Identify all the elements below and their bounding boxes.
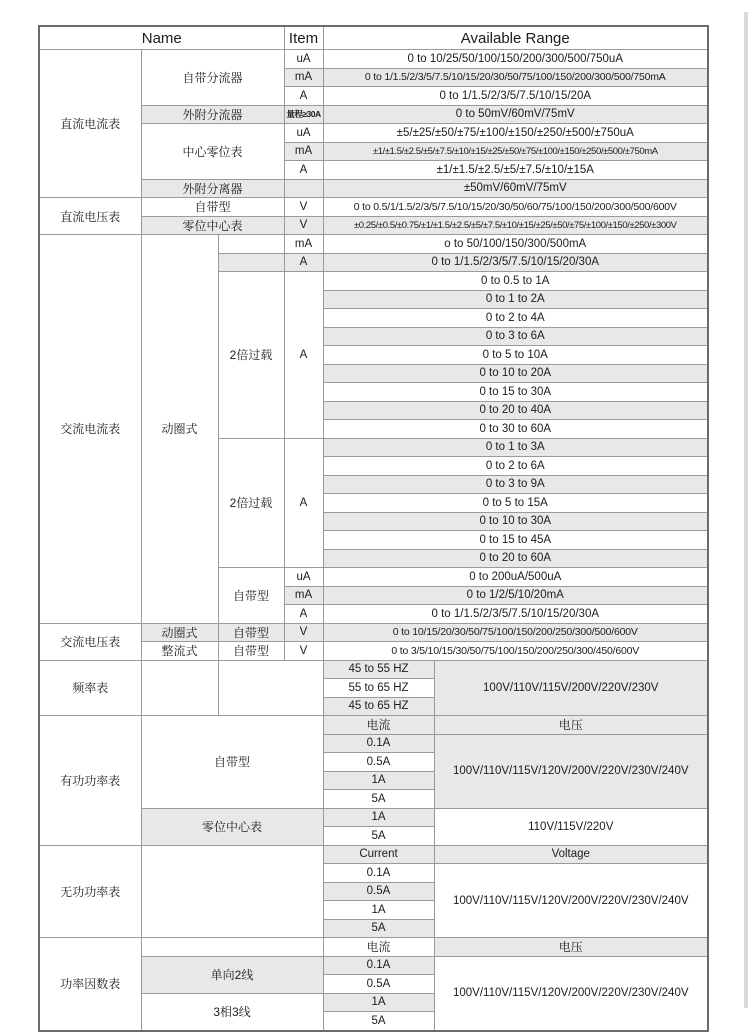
voltage-header-cell: 电压 xyxy=(434,938,708,957)
header-row xyxy=(39,26,708,50)
range-cell: 0 to 0.5/1/1.5/2/3/5/7.5/10/15/20/30/50/60/75/100/150/200/300/500/600V xyxy=(323,198,708,217)
range-cell: ±1/±1.5/±2.5/±5/±7.5/±10/±15/±25/±50/±75/±100/±150/±250/±500/±750mA xyxy=(323,142,708,161)
spec-table-container xyxy=(38,25,709,1032)
spacer-cell xyxy=(141,845,323,938)
range-cell: 0 to 10/25/50/100/150/200/300/500/750uA xyxy=(323,50,708,69)
range-cell: ±0.25/±0.5/±0.75/±1/±1.5/±2.5/±5/±7.5/±10/±15/±25/±50/±75/±100/±150/±250/±300V xyxy=(323,216,708,235)
table-row xyxy=(39,660,708,679)
voltage-header-cell: Voltage xyxy=(434,845,708,864)
header-available-range: Available Range xyxy=(323,26,708,50)
range-cell: 0 to 20 to 40A xyxy=(323,401,708,420)
range-cell: ±5/±25/±50/±75/±100/±150/±250/±500/±750uA xyxy=(323,124,708,143)
subgroup-rectifier: 整流式 xyxy=(141,642,218,661)
group-dc-ammeter: 直流电流表 xyxy=(39,50,141,198)
current-header-cell: 电流 xyxy=(323,938,434,957)
range-cell: 0 to 20 to 60A xyxy=(323,549,708,568)
item-cell: 量程≥30A xyxy=(284,105,323,124)
spacer-cell xyxy=(141,938,323,957)
range-cell: 0 to 5 to 10A xyxy=(323,346,708,365)
voltage-cell: 100V/110V/115V/200V/220V/230V xyxy=(434,660,708,716)
table-row xyxy=(39,623,708,642)
range-cell: 0 to 3/5/10/15/30/50/75/100/150/200/250/300/450/600V xyxy=(323,642,708,661)
item-cell: V xyxy=(284,642,323,661)
current-header-cell: 电流 xyxy=(323,716,434,735)
voltage-cell: 100V/110V/115V/120V/200V/220V/230V/240V xyxy=(434,864,708,938)
current-cell: 1A xyxy=(323,808,434,827)
range-cell: 0 to 5 to 15A xyxy=(323,494,708,513)
item-cell: V xyxy=(284,198,323,217)
range-cell: 0 to 15 to 45A xyxy=(323,531,708,550)
range-cell: 0 to 3 to 6A xyxy=(323,327,708,346)
range-cell: 0 to 0.5 to 1A xyxy=(323,272,708,291)
subgroup-external-divider: 外附分离器 xyxy=(141,179,284,198)
range-cell: 0 to 200uA/500uA xyxy=(323,568,708,587)
spacer-cell xyxy=(218,253,284,272)
item-cell: uA xyxy=(284,124,323,143)
subgroup-self-contained: 自带型 xyxy=(218,642,284,661)
spec-table xyxy=(38,25,709,1032)
current-cell: 1A xyxy=(323,993,434,1012)
range-cell: 45 to 65 HZ xyxy=(323,697,434,716)
group-frequency-meter: 频率表 xyxy=(39,660,141,716)
subgroup-self-contained: 自带型 xyxy=(218,623,284,642)
current-cell: 0.1A xyxy=(323,956,434,975)
range-cell: 0 to 1 to 2A xyxy=(323,290,708,309)
item-cell: uA xyxy=(284,50,323,69)
range-cell: 0 to 1/1.5/2/3/5/7.5/10/15/20/30A xyxy=(323,253,708,272)
range-cell: 0 to 50mV/60mV/75mV xyxy=(323,105,708,124)
scan-edge-artifact xyxy=(744,12,748,1008)
header-item: Item xyxy=(284,26,323,50)
subgroup-moving-coil: 动圈式 xyxy=(141,623,218,642)
range-cell: ±50mV/60mV/75mV xyxy=(323,179,708,198)
current-cell: 5A xyxy=(323,827,434,846)
current-cell: 0.5A xyxy=(323,882,434,901)
current-cell: 0.1A xyxy=(323,864,434,883)
group-ac-ammeter: 交流电流表 xyxy=(39,235,141,624)
spacer-cell xyxy=(218,235,284,254)
range-cell: 0 to 1/1.5/2/3/5/7.5/10/15/20/30/50/75/100/150/200/300/500/750mA xyxy=(323,68,708,87)
table-row xyxy=(39,198,708,217)
table-row xyxy=(39,938,708,957)
table-row xyxy=(39,235,708,254)
subgroup-zero-center: 零位中心表 xyxy=(141,808,323,845)
item-cell: A xyxy=(284,272,323,439)
subgroup-2x-overload: 2倍过载 xyxy=(218,272,284,439)
table-row xyxy=(39,845,708,864)
current-header-cell: Current xyxy=(323,845,434,864)
range-cell: 0 to 2 to 6A xyxy=(323,457,708,476)
item-cell: A xyxy=(284,438,323,568)
item-cell: uA xyxy=(284,568,323,587)
range-cell: 0 to 1/1.5/2/3/5/7.5/10/15/20/30A xyxy=(323,605,708,624)
range-cell: 0 to 10 to 30A xyxy=(323,512,708,531)
subgroup-self-contained: 自带型 xyxy=(141,198,284,217)
spacer-cell xyxy=(218,660,323,716)
item-cell: V xyxy=(284,623,323,642)
current-cell: 0.5A xyxy=(323,753,434,772)
current-cell: 5A xyxy=(323,790,434,809)
current-cell: 1A xyxy=(323,901,434,920)
current-cell: 1A xyxy=(323,771,434,790)
subgroup-self-contained: 自带型 xyxy=(218,568,284,624)
range-cell: 0 to 2 to 4A xyxy=(323,309,708,328)
voltage-cell: 100V/110V/115V/120V/200V/220V/230V/240V xyxy=(434,956,708,1031)
item-cell: V xyxy=(284,216,323,235)
subgroup-builtin-shunt: 自带分流器 xyxy=(141,50,284,106)
group-ac-voltmeter: 交流电压表 xyxy=(39,623,141,660)
voltage-header-cell: 电压 xyxy=(434,716,708,735)
range-cell: 45 to 55 HZ xyxy=(323,660,434,679)
item-cell: mA xyxy=(284,586,323,605)
range-cell: ±1/±1.5/±2.5/±5/±7.5/±10/±15A xyxy=(323,161,708,180)
item-cell: A xyxy=(284,253,323,272)
table-row xyxy=(39,50,708,69)
current-cell: 0.1A xyxy=(323,734,434,753)
group-dc-voltmeter: 直流电压表 xyxy=(39,198,141,235)
subgroup-external-shunt: 外附分流器 xyxy=(141,105,284,124)
item-cell: A xyxy=(284,161,323,180)
item-cell: mA xyxy=(284,235,323,254)
current-cell: 0.5A xyxy=(323,975,434,994)
item-cell: mA xyxy=(284,68,323,87)
group-power-factor-meter: 功率因数表 xyxy=(39,938,141,1031)
range-cell: 0 to 1/2/5/10/20mA xyxy=(323,586,708,605)
subgroup-moving-coil: 动圈式 xyxy=(141,235,218,624)
range-cell: 0 to 3 to 9A xyxy=(323,475,708,494)
header-name: Name xyxy=(39,26,284,50)
subgroup-2x-overload: 2倍过载 xyxy=(218,438,284,568)
range-cell: 0 to 30 to 60A xyxy=(323,420,708,439)
subgroup-self-contained: 自带型 xyxy=(141,716,323,809)
range-cell: o to 50/100/150/300/500mA xyxy=(323,235,708,254)
range-cell: 55 to 65 HZ xyxy=(323,679,434,698)
item-cell xyxy=(284,179,323,198)
voltage-cell: 100V/110V/115V/120V/200V/220V/230V/240V xyxy=(434,734,708,808)
group-reactive-power-meter: 无功功率表 xyxy=(39,845,141,938)
subgroup-3-phase-3-wire: 3相3线 xyxy=(141,993,323,1031)
range-cell: 0 to 1 to 3A xyxy=(323,438,708,457)
item-cell: A xyxy=(284,87,323,106)
range-cell: 0 to 10/15/20/30/50/75/100/150/200/250/300/500/600V xyxy=(323,623,708,642)
current-cell: 5A xyxy=(323,919,434,938)
item-cell: mA xyxy=(284,142,323,161)
subgroup-single-phase-2-wire: 单向2线 xyxy=(141,956,323,993)
table-row xyxy=(39,716,708,735)
group-active-power-meter: 有功功率表 xyxy=(39,716,141,846)
range-cell: 0 to 10 to 20A xyxy=(323,364,708,383)
item-cell: A xyxy=(284,605,323,624)
current-cell: 5A xyxy=(323,1012,434,1031)
subgroup-center-zero: 中心零位表 xyxy=(141,124,284,180)
spec-table-body xyxy=(39,50,708,1031)
subgroup-zero-center: 零位中心表 xyxy=(141,216,284,235)
spacer-cell xyxy=(141,660,218,716)
range-cell: 0 to 15 to 30A xyxy=(323,383,708,402)
voltage-cell: 110V/115V/220V xyxy=(434,808,708,845)
range-cell: 0 to 1/1.5/2/3/5/7.5/10/15/20A xyxy=(323,87,708,106)
